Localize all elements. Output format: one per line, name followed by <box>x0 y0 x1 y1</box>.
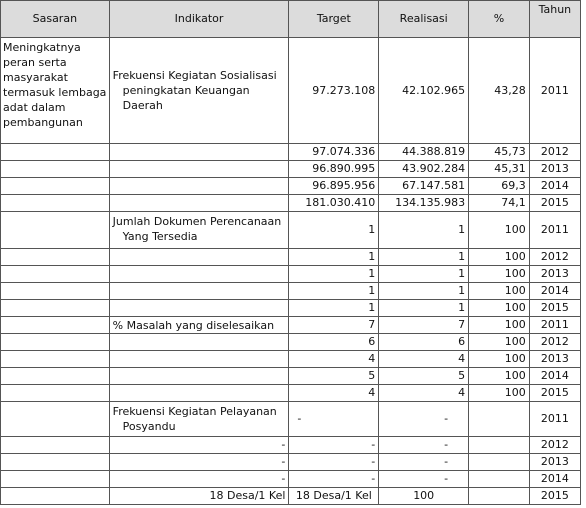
indikator-cell-empty <box>109 178 289 195</box>
sasaran-cell-empty <box>1 178 110 195</box>
indikator-cell-dash: - <box>109 471 289 488</box>
table-row <box>1 266 581 283</box>
table-row <box>1 334 581 351</box>
realisasi-cell: 67.147.581 <box>379 178 469 195</box>
tahun-cell: 2015 <box>529 488 580 505</box>
realisasi-cell: 134.135.983 <box>379 195 469 212</box>
tahun-cell: 2014 <box>529 368 580 385</box>
realisasi-cell: 43.902.284 <box>379 161 469 178</box>
indikator-cell-empty <box>109 368 289 385</box>
table-row <box>1 38 581 144</box>
table-row <box>1 249 581 266</box>
indikator-cell-empty <box>109 144 289 161</box>
table-row <box>1 488 581 505</box>
persen-cell: 45,73 <box>469 144 530 161</box>
sasaran-cell-empty <box>1 488 110 505</box>
indikator-cell-dash: - <box>109 454 289 471</box>
header-target: Target <box>289 1 379 38</box>
target-cell: 7 <box>289 317 379 334</box>
realisasi-cell: 5 <box>379 368 469 385</box>
target-cell: 6 <box>289 334 379 351</box>
realisasi-cell: - <box>379 454 469 471</box>
target-cell: - <box>289 402 379 437</box>
tahun-cell: 2011 <box>529 402 580 437</box>
sasaran-cell: Meningkatnya peran serta masyarakat termasuk lembaga adat dalam pembangunan <box>1 38 110 144</box>
tahun-cell: 2011 <box>529 317 580 334</box>
indikator-label-line2: Yang Tersedia <box>122 230 198 243</box>
indikator-label-line1: Frekuensi Kegiatan Sosialisasi <box>112 69 277 82</box>
tahun-cell: 2011 <box>529 212 580 249</box>
table-row <box>1 317 581 334</box>
persen-cell: 100 <box>469 385 530 402</box>
persen-cell: 100 <box>469 317 530 334</box>
sasaran-cell-empty <box>1 471 110 488</box>
persen-cell: 45,31 <box>469 161 530 178</box>
indikator-cell-empty <box>109 300 289 317</box>
table-row <box>1 283 581 300</box>
target-cell: 4 <box>289 385 379 402</box>
persen-cell: 100 <box>469 334 530 351</box>
persen-cell: 100 <box>469 300 530 317</box>
target-cell: - <box>289 471 379 488</box>
indikator-cell-empty <box>109 266 289 283</box>
tahun-cell: 2012 <box>529 144 580 161</box>
persen-cell: 100 <box>469 266 530 283</box>
sasaran-cell-empty <box>1 351 110 368</box>
sasaran-cell-empty <box>1 454 110 471</box>
sasaran-cell-empty <box>1 300 110 317</box>
table-row <box>1 212 581 249</box>
target-cell: 5 <box>289 368 379 385</box>
realisasi-cell: 7 <box>379 317 469 334</box>
persen-cell: 100 <box>469 249 530 266</box>
indikator-cell-empty <box>109 195 289 212</box>
table-row <box>1 385 581 402</box>
persen-cell: 69,3 <box>469 178 530 195</box>
indikator-cell-empty <box>109 385 289 402</box>
indikator-cell-dash: - <box>109 437 289 454</box>
target-cell: - <box>289 437 379 454</box>
header-indikator: Indikator <box>109 1 289 38</box>
indikator-cell <box>109 38 289 144</box>
target-cell: 18 Desa/1 Kel <box>289 488 379 505</box>
sasaran-cell-empty <box>1 283 110 300</box>
target-cell: 181.030.410 <box>289 195 379 212</box>
realisasi-cell: - <box>379 437 469 454</box>
realisasi-cell: - <box>379 402 469 437</box>
target-cell: 97.074.336 <box>289 144 379 161</box>
target-cell: 96.895.956 <box>289 178 379 195</box>
indikator-cell-empty <box>109 334 289 351</box>
persen-cell: 43,28 <box>469 38 530 144</box>
target-cell: 97.273.108 <box>289 38 379 144</box>
realisasi-cell: 1 <box>379 212 469 249</box>
tahun-cell: 2013 <box>529 351 580 368</box>
target-cell: 1 <box>289 283 379 300</box>
sasaran-cell-empty <box>1 402 110 437</box>
tahun-cell: 2015 <box>529 385 580 402</box>
persen-cell <box>469 437 530 454</box>
realisasi-cell: - <box>379 471 469 488</box>
table-row <box>1 195 581 212</box>
realisasi-cell: 4 <box>379 385 469 402</box>
tahun-cell: 2014 <box>529 178 580 195</box>
indikator-label-line1: % Masalah yang diselesaikan <box>112 318 275 332</box>
sasaran-cell-empty <box>1 334 110 351</box>
indikator-cell-value: 18 Desa/1 Kel <box>109 488 289 505</box>
header-row <box>1 1 581 38</box>
tahun-cell: 2012 <box>529 249 580 266</box>
realisasi-cell: 1 <box>379 300 469 317</box>
indikator-label-line2: peningkatan Keuangan Daerah <box>122 84 250 112</box>
header-sasaran: Sasaran <box>1 1 110 38</box>
table-row <box>1 161 581 178</box>
sasaran-cell-empty <box>1 317 110 334</box>
tahun-cell: 2014 <box>529 471 580 488</box>
realisasi-cell: 6 <box>379 334 469 351</box>
sasaran-cell-empty <box>1 266 110 283</box>
target-cell: - <box>289 454 379 471</box>
target-cell: 1 <box>289 300 379 317</box>
sasaran-cell-empty <box>1 144 110 161</box>
sasaran-cell-empty <box>1 385 110 402</box>
tahun-cell: 2015 <box>529 300 580 317</box>
indikator-cell-empty <box>109 249 289 266</box>
header-tahun: Tahun <box>529 1 580 38</box>
tahun-cell: 2011 <box>529 38 580 144</box>
table-row <box>1 368 581 385</box>
sasaran-cell-empty <box>1 249 110 266</box>
header-persen: % <box>469 1 530 38</box>
tahun-cell: 2013 <box>529 161 580 178</box>
indikator-cell <box>109 317 289 334</box>
persen-cell <box>469 454 530 471</box>
persen-cell <box>469 471 530 488</box>
indikator-label-line1: Jumlah Dokumen Perencanaan <box>112 215 282 228</box>
tahun-cell: 2013 <box>529 454 580 471</box>
target-cell: 1 <box>289 266 379 283</box>
realisasi-cell: 44.388.819 <box>379 144 469 161</box>
target-cell: 96.890.995 <box>289 161 379 178</box>
table-row <box>1 144 581 161</box>
table-row <box>1 454 581 471</box>
target-cell: 1 <box>289 249 379 266</box>
table-row <box>1 178 581 195</box>
tahun-cell: 2012 <box>529 334 580 351</box>
sasaran-cell-empty <box>1 368 110 385</box>
persen-cell: 100 <box>469 283 530 300</box>
table-row <box>1 437 581 454</box>
persen-cell <box>469 488 530 505</box>
tahun-cell: 2015 <box>529 195 580 212</box>
indikator-cell <box>109 402 289 437</box>
realisasi-cell: 100 <box>379 488 469 505</box>
realisasi-cell: 4 <box>379 351 469 368</box>
persen-cell: 100 <box>469 368 530 385</box>
sasaran-cell-empty <box>1 437 110 454</box>
indikator-cell <box>109 212 289 249</box>
table-row <box>1 351 581 368</box>
persen-cell: 74,1 <box>469 195 530 212</box>
indikator-label-line2: Posyandu <box>122 420 176 433</box>
realisasi-cell: 1 <box>379 283 469 300</box>
indikator-cell-empty <box>109 351 289 368</box>
persen-cell: 100 <box>469 351 530 368</box>
tahun-cell: 2013 <box>529 266 580 283</box>
tahun-cell: 2012 <box>529 437 580 454</box>
table-row <box>1 402 581 437</box>
table-row <box>1 471 581 488</box>
persen-cell: 100 <box>469 212 530 249</box>
target-cell: 1 <box>289 212 379 249</box>
tahun-cell: 2014 <box>529 283 580 300</box>
target-cell: 4 <box>289 351 379 368</box>
realisasi-cell: 1 <box>379 266 469 283</box>
sasaran-cell-empty <box>1 195 110 212</box>
indikator-cell-empty <box>109 161 289 178</box>
indikator-label-line1: Frekuensi Kegiatan Pelayanan <box>112 405 277 418</box>
realisasi-cell: 42.102.965 <box>379 38 469 144</box>
realisasi-cell: 1 <box>379 249 469 266</box>
sasaran-cell-empty <box>1 161 110 178</box>
table-row <box>1 300 581 317</box>
persen-cell <box>469 402 530 437</box>
indikator-cell-empty <box>109 283 289 300</box>
header-realisasi: Realisasi <box>379 1 469 38</box>
sasaran-cell-empty <box>1 212 110 249</box>
